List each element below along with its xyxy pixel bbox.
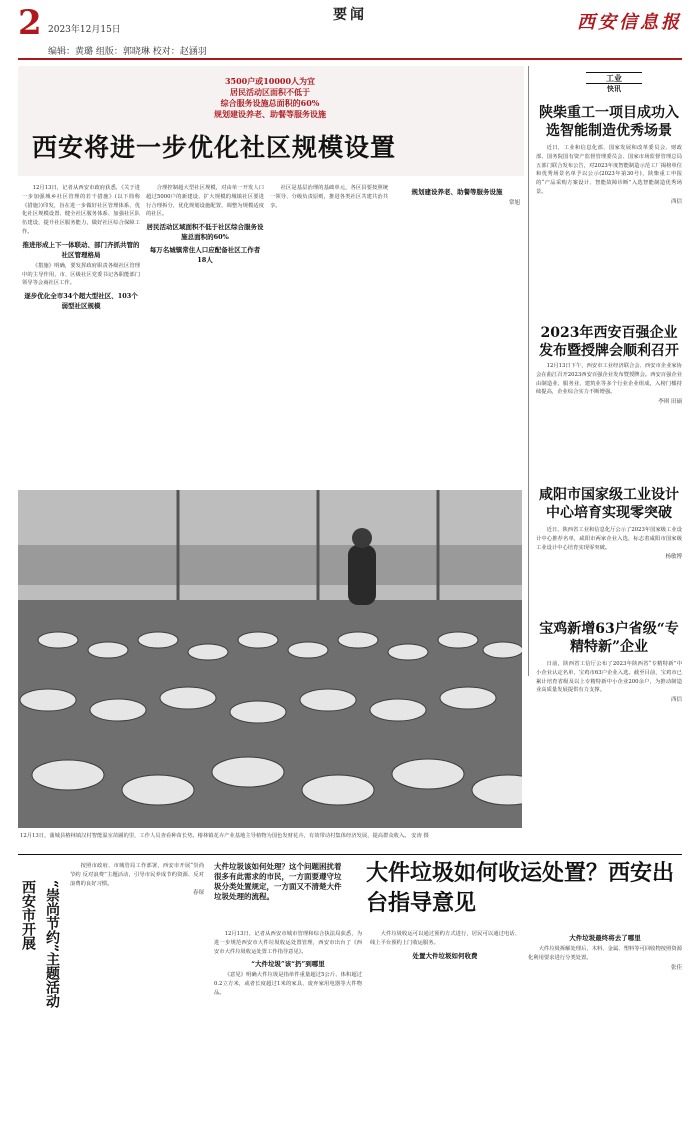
badge-label-top: 工业 xyxy=(586,72,642,84)
kicker-line: 规划建设养老、助餐等服务设施 xyxy=(214,109,326,119)
article-subhead: 逐步优化全市34个超大型社区、103个弱型社区规模 xyxy=(24,292,138,311)
masthead-rule xyxy=(18,58,682,60)
photo-credit: 安涛 摄 xyxy=(411,833,429,839)
lead-kicker xyxy=(150,76,390,120)
article-paragraph: 《措施》明确，要发挥政府职责各级社区管理中的主导作用，市、区级社区党委书记各职能部门领导等会商社区工作。 xyxy=(22,262,140,287)
bottom-left-headline-a: 西安市开展 xyxy=(20,880,36,950)
article-byline: 李琪 田硕 xyxy=(658,399,682,406)
bottom-left-headline-b: “崇尚节约”主题活动 xyxy=(44,880,60,1009)
article-paragraph: 大件垃圾收运可以通过预约方式进行，居民可以通过电话、线上平台预约上门收运服务。 xyxy=(370,931,520,946)
article-byline: 杨敏博 xyxy=(665,554,682,561)
bottom-column-3 xyxy=(528,930,682,1128)
side-body-2 xyxy=(536,362,682,464)
bottom-headline: 大件垃圾如何收运处置？西安出台指导意见 xyxy=(366,860,675,916)
sidebar-divider xyxy=(528,66,529,676)
staff-credits: 编辑：黄璐 组版：郭晓琳 校对：赵涵羽 xyxy=(48,47,207,57)
article-byline: 春琛 xyxy=(192,890,204,897)
article-paragraph: 合理控制超大型社区规模，对由单一开发人口超过5000户的新建设、扩大规模的城镇社区要进行合理拆分，优化规划设施配置，调整为规模适度的社区。 xyxy=(146,185,264,218)
bottom-section-rule xyxy=(18,854,682,855)
article-paragraph: 大件垃圾拆解处理后，木料、金属、塑料等可回收物按照资源化利用要求进行分类处置。 xyxy=(528,946,682,961)
caption-text: 12月13日，蒲城县椿林镇汉村智能温室苗圃的里，工作人员查看种苗长势。椿林镇花卉产业基地主导植物为国色发财花卉，有效带动村集体经济发展，提高群众收入。 xyxy=(20,833,410,839)
article-byline: 常旭 xyxy=(508,200,520,206)
lead-column-2 xyxy=(146,184,264,482)
side-headline-1: 陕柴重工一项目成功入选智能制造优秀场景 xyxy=(539,105,679,139)
section-title: 要闻 xyxy=(333,7,367,23)
issue-date: 2023年12月15日 xyxy=(48,25,121,35)
bottom-left-body xyxy=(70,862,204,1128)
side-headline-4: 宝鸡新增63户省级“专精特新”企业 xyxy=(539,621,679,655)
article-subhead: 每万名城镇常住人口应配备社区工作者18人 xyxy=(149,246,261,265)
lead-column-3 xyxy=(270,184,388,482)
kicker-line: 综合服务设施总面积的60% xyxy=(220,98,320,108)
side-headline-2: 2023年西安百强企业发布暨授牌会顺利召开 xyxy=(539,325,679,359)
industry-news-badge xyxy=(586,72,642,94)
article-paragraph: 近日，工业和信息化部、国家发展和改革委员会、财政部、国务院国有资产监督管理委员会、国家市场监督管理总局五部门联合发布公告，对2023年度智能制造示范工厂揭榜单位和优秀场景名单予以公示(2023年第30号)，陕柴重工申报的“产品采购方案设计、智能故障诊断”入选智能制造优秀场景。 xyxy=(536,145,682,195)
article-paragraph: 社区是基层治理的基础单元，各区县要按照统一领导、分级负责原则，推进各类社区共建共治共享。 xyxy=(270,185,388,209)
article-subhead: 居民活动区域面积不低于社区综合服务设施总面积的60% xyxy=(146,223,264,242)
kicker-line: 居民活动区面积不低于 xyxy=(230,87,310,97)
article-byline: 西信 xyxy=(670,697,682,704)
page-number: 2 xyxy=(18,3,42,43)
article-paragraph: 按照市政府、市城管局工作部署，西安市开展“崇尚节约 反对浪费”主题活动，引导市民养成节约资源、反对浪费的良好习惯。 xyxy=(70,863,204,887)
article-paragraph: 《意见》明确大件垃圾是指单件重量超过5公斤、体积超过0.2立方米，或者长度超过1米的家具、废弃家用电器等大件物品。 xyxy=(214,972,362,996)
article-subhead: “大件垃圾”该“扔”到哪里 xyxy=(251,960,325,969)
article-subhead: 规划建设养老、助餐等服务设施 xyxy=(411,188,503,196)
kicker-line: 3500户或10000人为宜 xyxy=(224,76,316,86)
article-subhead: 大件垃圾最终将去了哪里 xyxy=(569,934,641,942)
article-byline: 张佳 xyxy=(670,964,682,971)
greenhouse-photo xyxy=(18,490,522,828)
article-paragraph: 12月13日，记者从西安市政府获悉，《关于进一步加强城乡社区管理的若干措施》(以下简称《措施》)印发，旨在进一步做好社区管理体系、优化社区规模设置、健全社区服务体系、加强社区队伍建设，提升社区服务能力，做好社区综合保障工作。 xyxy=(22,185,140,235)
badge-label-bottom: 快讯 xyxy=(607,84,621,93)
greenhouse-illustration xyxy=(18,490,522,828)
bottom-column-1 xyxy=(214,930,362,1128)
lead-column-1 xyxy=(22,184,140,482)
bottom-column-2 xyxy=(370,930,520,1128)
side-body-3 xyxy=(536,526,682,616)
lead-column-4 xyxy=(394,184,520,482)
article-byline: 西信 xyxy=(670,198,682,205)
side-body-1 xyxy=(536,144,682,272)
article-paragraph: 日前，陕西省工信厅公布了2023年陕西省“专精特新”中小企业认定名单，宝鸡市63户企业入选。截至目前，宝鸡市已累计培育省级及以上专精特新中小企业200余户，为推动制造业高质量发展提供有力支撑。 xyxy=(536,661,682,694)
lead-headline: 西安将进一步优化社区规模设置 xyxy=(32,133,397,162)
article-paragraph: 12月13日下午，西安市工业经济联合会、西安市企业家协会在曲江召开2023西安百强企业发布暨授牌会。西安百强企业由制造业、服务业、建筑业等多个行业企业组成，入榜门槛持续提高，企业综合实力不断增强。 xyxy=(536,363,682,396)
photo-caption xyxy=(20,832,520,841)
bottom-kicker: 大件垃圾该如何处理？这个问题困扰着很多有此需求的市民，一方面要遵守垃圾分类处置规定，一方面又不清楚大件垃圾处理的流程。 xyxy=(214,862,342,901)
side-body-4 xyxy=(536,660,682,848)
article-paragraph: 12月13日，记者从西安市城市管理和综合执法局获悉，为进一步规范西安市大件垃圾收运处置管理，西安市出台了《西安市大件垃圾收运处置工作指导意见》。 xyxy=(214,931,362,955)
newspaper-brand: 西安信息报 xyxy=(577,12,682,33)
side-headline-3: 咸阳市国家级工业设计中心培育实现零突破 xyxy=(539,487,679,521)
article-subhead: 处置大件垃圾如何收费 xyxy=(412,951,478,960)
article-subhead: 推进形成上下一体联动、部门齐抓共管的社区管理格局 xyxy=(22,240,140,259)
article-paragraph: 近日，陕西省工业和信息化厅公示了2023年国家级工业设计中心推荐名单，咸阳市两家企业入选，标志着咸阳市国家级工业设计中心培育实现零突破。 xyxy=(536,527,682,551)
